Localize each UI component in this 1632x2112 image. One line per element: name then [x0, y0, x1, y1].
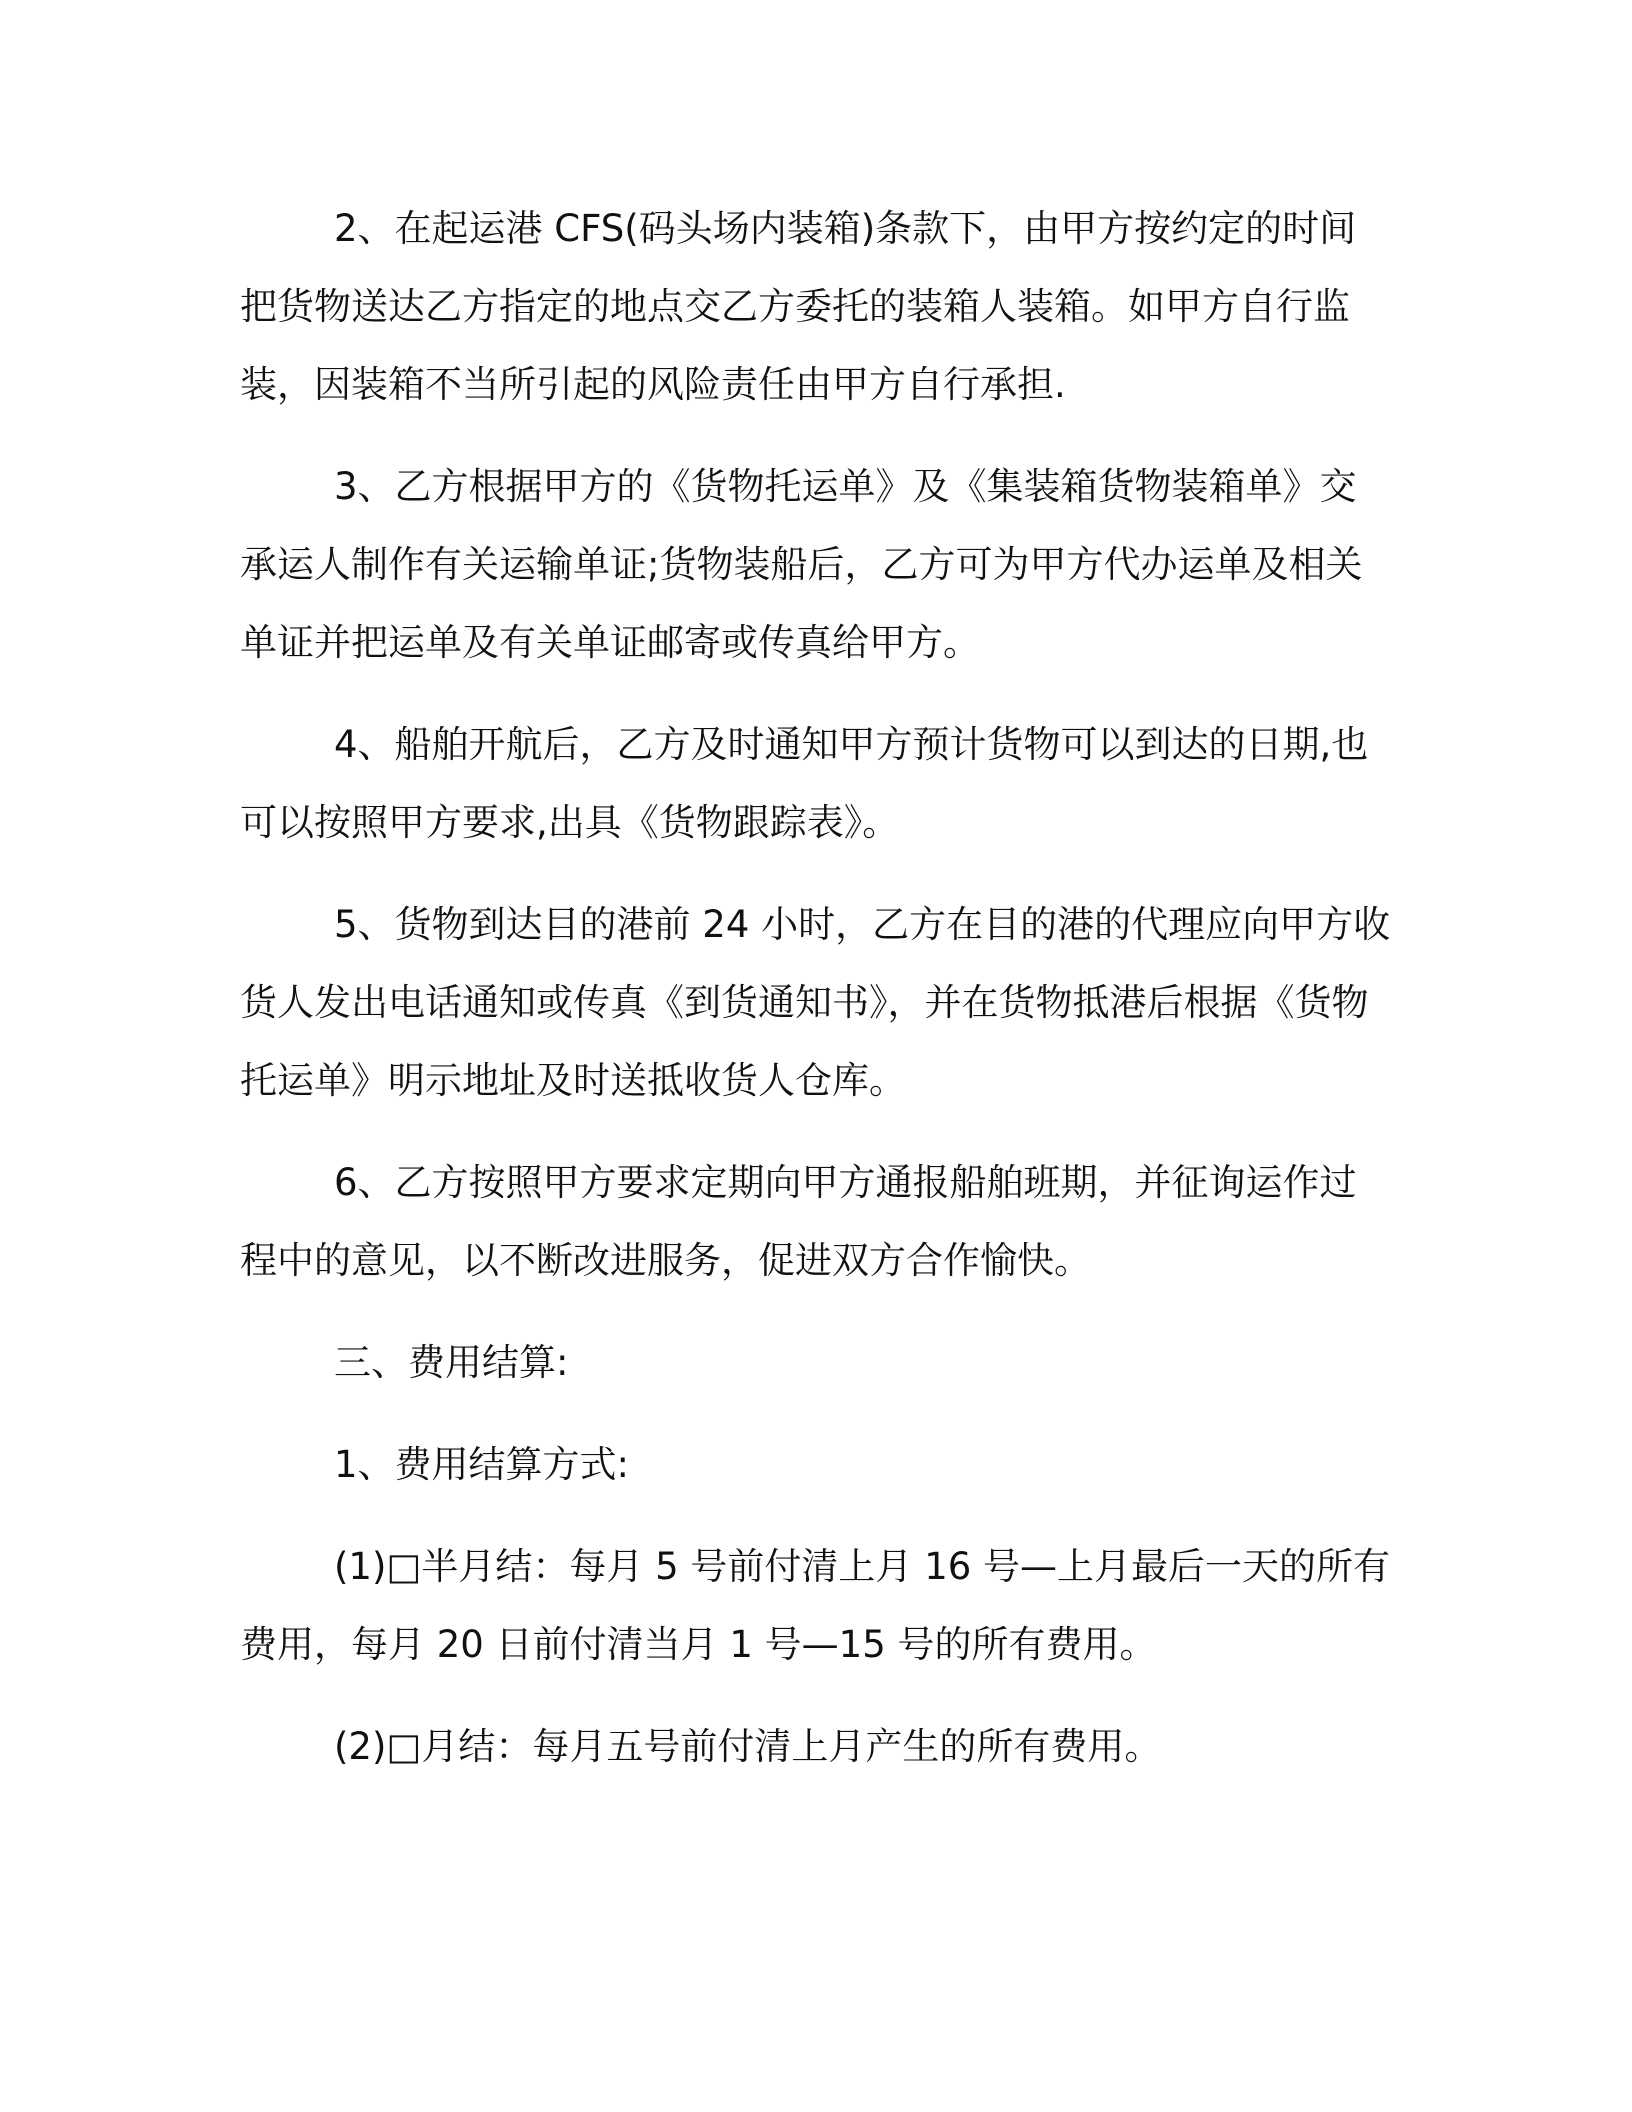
settlement-method-heading: 1、费用结算方式:	[334, 1443, 630, 1486]
clause-5-destination-delivery: 5、货物到达目的港前 24 小时，乙方在目的港的代理应向甲方收货人发出电话通知或传真《到货通知书》，并在货物抵港后根据《货物托运单》明示地址及时送抵收货人仓库。	[240, 903, 1391, 1102]
settlement-option-monthly: (2)□月结：每月五号前付清上月产生的所有费用。	[334, 1725, 1162, 1768]
document-body	[240, 190, 1392, 1810]
settlement-option-semi-monthly: (1)□半月结：每月 5 号前付清上月 16 号—上月最后一天的所有费用，每月 20 日前付清当月 1 号—15 号的所有费用。	[240, 1545, 1391, 1666]
clause-4-arrival-notice: 4、船舶开航后，乙方及时通知甲方预计货物可以到达的日期,也可以按照甲方要求,出具《货物跟踪表》。	[240, 723, 1369, 844]
clause-6-schedule-reporting: 6、乙方按照甲方要求定期向甲方通报船舶班期，并征询运作过程中的意见，以不断改进服务，促进双方合作愉快。	[240, 1161, 1357, 1282]
section-3-heading: 三、费用结算:	[334, 1341, 569, 1384]
clause-3-shipping-documents: 3、乙方根据甲方的《货物托运单》及《集装箱货物装箱单》交承运人制作有关运输单证;货物装船后，乙方可为甲方代办运单及相关单证并把运单及有关单证邮寄或传真给甲方。	[240, 465, 1363, 664]
clause-2-cfs-loading: 2、在起运港 CFS(码头场内装箱)条款下，由甲方按约定的时间把货物送达乙方指定的地点交乙方委托的装箱人装箱。如甲方自行监装，因装箱不当所引起的风险责任由甲方自行承担.	[240, 207, 1357, 406]
